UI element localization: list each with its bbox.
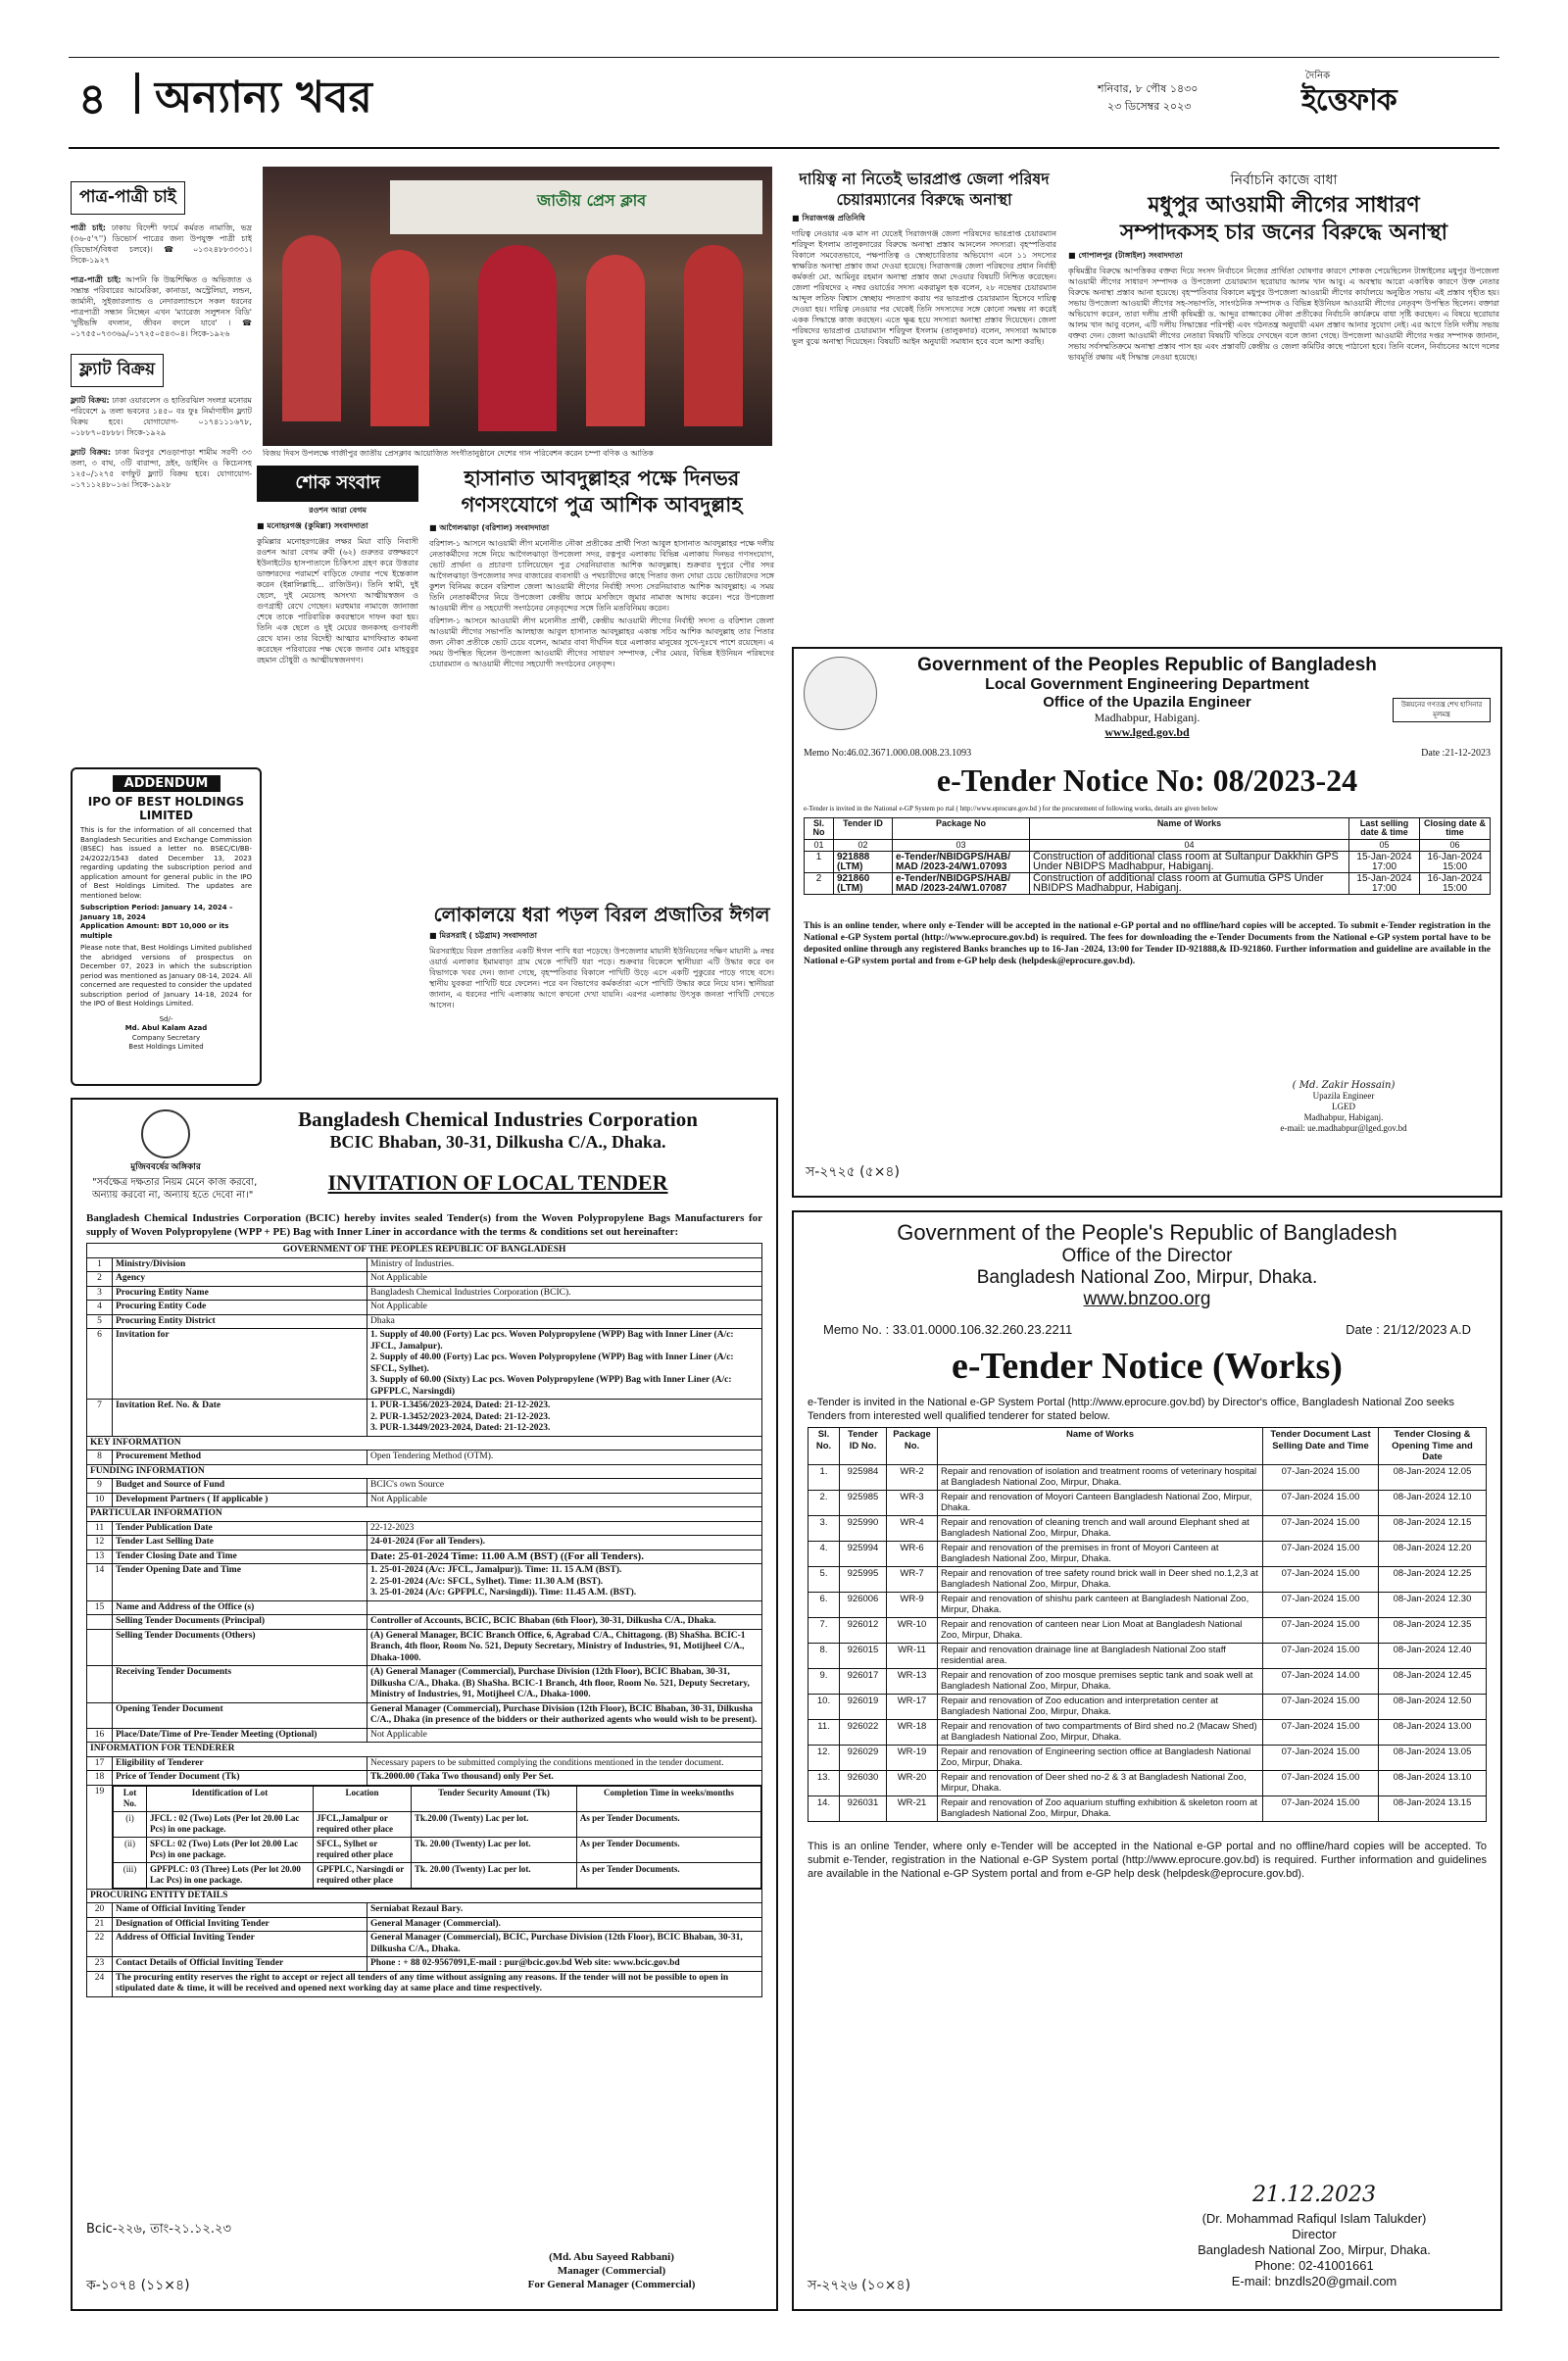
lged-memo-row [804,748,1491,759]
table-row [808,1541,1487,1566]
table-cell: 07-Jan-2024 14.00 [1263,1668,1379,1694]
table-cell: 925994 [840,1541,887,1566]
table-cell: 08-Jan-2024 12.45 [1379,1668,1487,1694]
table-cell: 4. [808,1541,840,1566]
table-row: 5 Procuring Entity District Dhaka [87,1314,762,1329]
table-cell: 07-Jan-2024 15.00 [1263,1770,1379,1795]
header-bottom-rule [69,147,1499,149]
table-cell: 926019 [840,1694,887,1719]
zoo-title: e-Tender Notice (Works) [952,1346,1343,1387]
lged-logo-box [804,657,877,730]
addendum-sd: Sd/- [159,1014,173,1023]
table-cell: WR-9 [887,1592,938,1617]
table-row: 4 Procuring Entity Code Not Applicable [87,1301,762,1315]
table-row [808,1566,1487,1592]
section-particular: PARTICULAR INFORMATION [87,1507,762,1522]
bcic-seal-caption: মুজিববর্ষের অঙ্গিকার [130,1161,201,1171]
addendum-application: Application Amount: BDT 10,000 or its multiple [80,922,229,940]
classified-item: ফ্ল্যাট বিক্রয়: ঢাকা মিরপুর শেওড়াপাড়া শামীম সরণী ৩৩ তলা, ৩ বাথ, ৩টি বারান্দা, দ্রইং, ডাইনিং ও কিচেনসহ ১২৫০/১২৭৫ বর্গফুট ফ্ল্যাট বিক্রয় হবে। যোগাযোগ- ০১৭১১২৪৮০১৬। সিকে-১৯২৮ [71,448,252,489]
table-row [808,1515,1487,1541]
table-row: 3 Procuring Entity Name Bangladesh Chemical Industries Corporation (BCIC). [87,1286,762,1301]
performer-figure [684,245,743,426]
table-cell: 07-Jan-2024 15.00 [1263,1515,1379,1541]
table-cell: Repair and renovation of Engineering section office at Bangladesh National Zoo, Mirpur, Dhaka. [938,1745,1263,1770]
addendum-signer: Md. Abul Kalam Azad [124,1024,208,1032]
addendum-company: Best Holdings Limited [128,1043,204,1051]
asik-article [429,466,774,897]
table-cell: Repair and renovation drainage line at Bangladesh National Zoo staff residential area. [938,1643,1263,1668]
performer-figure [370,250,429,426]
table-cell: 926022 [840,1719,887,1745]
paper-name-logo: ইত্তেফাক [1301,83,1396,118]
performer-figure [586,255,645,426]
bcic-address: BCIC Bhaban, 30-31, Dilkusha C/A., Dhaka. [329,1132,666,1152]
bcic-intro: Bangladesh Chemical Industries Corporation (BCIC) hereby invites sealed Tender(s) from the Woven Polypropylene Bags Manufacturers for supply of Woven Polypropylene (WPP + PE) Bag with Inner Liner in accordance with the terms & conditions set out hereinafter: [86,1212,762,1238]
lged-slogan-box: উন্নয়নের গণতন্ত্র শেখ হাসিনার মূলমন্ত্র [1393,698,1491,722]
table-row: 23 Contact Details of Official Inviting Tender Phone : + 88 02-9567091,E-mail : pur@bcic.gov.bd Web site: www.bcic.gov.bd [87,1957,762,1972]
bcic-ref-code: Bcic-২২৬, তাং-২১.১২.২৩ [86,2222,231,2237]
table-row: 21 Designation of Official Inviting Tender General Manager (Commercial). [87,1917,762,1932]
table-row: (i) JFCL : 02 (Two) Lots (Per lot 20.00 Lac Pcs) in one package. JFCL,Jamalpur or required other place Tk.20.00 (Twenty) Lac per lot. As per Tender Documents. [114,1811,761,1837]
table-row: Selling Tender Documents (Others) (A) General Manager, BCIC Branch Office, 6, Agrabad C/A., Chittagong. (B) ShaSha. BCIC-1 Branch, 4th floor, Room No. 521, Deputy Secretary, Ministry of Industries, 91, Motijheel C/A., Dhaka-1000. [87,1629,762,1666]
lged-tender-ad [792,647,1502,1198]
zoo-office: Office of the Director [1061,1246,1233,1266]
table-cell: 08-Jan-2024 12.30 [1379,1592,1487,1617]
table-cell: 08-Jan-2024 12.40 [1379,1643,1487,1668]
table-cell: 08-Jan-2024 12.15 [1379,1515,1487,1541]
table-cell: 07-Jan-2024 15.00 [1263,1719,1379,1745]
lged-office: Office of the Upazila Engineer [1043,694,1251,711]
table-cell: WR-13 [887,1668,938,1694]
table-cell: 08-Jan-2024 13.05 [1379,1745,1487,1770]
table-cell: 07-Jan-2024 15.00 [1263,1795,1379,1821]
table-cell: 08-Jan-2024 12.50 [1379,1694,1487,1719]
table-cell: 07-Jan-2024 15.00 [1263,1617,1379,1643]
zoo-note: This is an online Tender, where only e-Tender will be accepted in the National e-GP portal and no offline/hard copies will be accepted. To submit e-Tender, registration in the National e-GP System portal (http://www.eprocure.gov.bd) is required. Further information and guidelines are available in the National e-GP System portal and from e-GP help desk (helpdesk@eprocure.gov.bd). [808,1840,1487,1880]
lged-place: Madhabpur, Habiganj. [1094,711,1200,724]
table-header: Sl. No. Tender ID No. Package No. Name of Works Tender Document Last Selling Date and Time Tender Closing & Opening Time and Date [808,1428,1487,1465]
bcic-ad-code: ক-১০৭৪ (১১×৪) [86,2278,190,2293]
eagle-body: মিরসরাইয়ে বিরল প্রজাতির একটি ঈগল পাখি ধরা পড়েছে। উপজেলার মায়ানী ইউনিয়নের দক্ষিণ মায়ানী ৯ নম্বর ওয়ার্ড এলাকার ইমামবাড়া গ্রাম থেকে পাখিটি ধরা পড়ে। শুক্রবার বিকেলে স্থানীয়রা এটি উদ্ধার করে বন বিভাগকে খবর দেন। জানা গেছে, বৃহস্পতিবার বিকালে পাখিটি উড়ে এসে একটি পুকুরের পাড়ে গাছে বসে। স্থানীয় যুবকরা পাখিটি ধরে ফেলেন। পরে বন বিভাগের কর্মকর্তারা এসে পাখিটি উদ্ধার করে নিয়ে যান। স্থানীয়রা জানান, এ ধরনের পাখি এলাকায় আগে কখনো দেখা যায়নি। এরপর এলাকায় উৎসুক জনতা পাখিটি দেখতে আসেন। [429,947,774,1009]
table-cell: 08-Jan-2024 12.20 [1379,1541,1487,1566]
table-cell: 926006 [840,1592,887,1617]
table-row [808,1464,1487,1490]
bcic-table-head: GOVERNMENT OF THE PEOPLES REPUBLIC OF BANGLADESH [87,1244,762,1258]
table-cell: 12. [808,1745,840,1770]
chairman-byline: ■ সিরাজগঞ্জ প্রতিনিধি [792,214,865,222]
table-row [808,1592,1487,1617]
zoo-signature: 21.12.2023 (Dr. Mohammad Rafiqul Islam Talukder) Director Bangladesh National Zoo, Mirpur, Dhaka. Phone: 02-41001661 E-mail: bnzdls20@gmail.com [1167,2188,1461,2289]
classified-item: পাত্র-পাত্রী চাই: আপনি কি উচ্চশিক্ষিত ও অভিজাত ও সম্ভ্রান্ত পরিবারের আমেরিকা, কানাডা, অস্ট্রেলিয়া, লন্ডন, জার্মানী, সুইজারল্যান্ড ও নেদারল্যান্ডসে সকল ধরনের পাত্রপাত্রী সন্ধান নিচ্ছেন এখন 'ম্যারেজ সলুশনস বিডি' 'দুষ্টিভঙ্গি বদলান, জীবন বদলে যাবে' । ☎ ০১৭৫৫০৭৩৩৬৯/০১৭২৫০৫৪৩০৪। সিকে-১৯২৬ [71,275,252,338]
table-row: 20 Name of Official Inviting Tender Serniabat Rezaul Bary. [87,1903,762,1918]
madhupur-body: কৃষিমন্ত্রীর বিরুদ্ধে আপত্তিকর বক্তব্য দিয়ে সংসদ নির্বাচনে নিজের প্রার্থিতা ঘোষণার কারণে শোকজ পেয়েছিলেন টাঙ্গাইলের মধুপুর উপজেলা আওয়ামী লীগের সাধারণ সম্পাদক ও উপজেলা চেয়ারম্যান ছরোয়ার আলম খান আবু। এ অবস্থায় আরো একাধিক কারণে উক্ত নেতার বিরুদ্ধে অনাস্থা প্রস্তাব আনা হয়েছে। বৃহস্পতিবার বিকালে মধুপুর উপজেলা আওয়ামী লীগের কার্যালয়ে অনুষ্ঠিত সভায় এই প্রস্তাব গৃহীত হয়। সভায় উপজেলা আওয়ামী লীগের সহ-সভাপতি, সাংগঠনিক সম্পাদক ও বিভিন্ন ইউনিয়ন আওয়ামী লীগের নেতৃবৃন্দ উপস্থিত ছিলেন। বক্তারা অভিযোগ করেন, তারা দলীয় প্রার্থী কৃষিমন্ত্রী ড. আব্দুর রাজ্জাকের নৌকা প্রতীকের নির্বাচনি কার্যক্রমে বাধা সৃষ্টি করছেন। এ বিষয়ে ছরোয়ার আলম খান আবু বলেন, এটি দলীয় সিদ্ধান্তের পরিপন্থী এবং গঠনতন্ত্র অনুযায়ী এমন প্রস্তাব আনার সুযোগ নেই। এর আগে তিনি দলীয় সভায় বক্তব্য দেন। জেলা আওয়ামী লীগের নেতারা বিষয়টি খতিয়ে দেখছেন বলে জানা গেছে। উপজেলা আওয়ামী লীগের দপ্তর সম্পাদক জানান, সভায় সর্বসম্মতিক্রমে অনাস্থা প্রস্তাব পাস হয় এবং প্রস্তাবটি কেন্দ্রীয় ও জেলা কমিটির কাছে পাঠানো হবে। তিনি বলেন, নির্বাচনের আগে দলের ভাবমূর্তি রক্ষায় এই সিদ্ধান্ত নেওয়া হয়েছে। [1068,267,1499,362]
table-cell: 926029 [840,1745,887,1770]
bcic-title: INVITATION OF LOCAL TENDER [327,1170,668,1195]
masthead-divider [135,73,139,114]
table-cell: WR-11 [887,1643,938,1668]
chairman-headline-2: চেয়ারম্যানের বিরুদ্ধে অনাস্থা [836,190,1012,209]
lged-web: www.lged.gov.bd [1104,725,1190,739]
masthead [69,59,1499,129]
table-row: Opening Tender Document General Manager (Commercial), Purchase Division (12th Floor), BCIC Bhaban, 30-31, Dilkusha C/A., Dhaka (in presence of the bidders or their authorized agents who would wish to be present). [87,1702,762,1728]
table-cell: 925985 [840,1490,887,1515]
addendum-para2: Please note that, Best Holdings Limited published the abridged versions of prospectus on December 07, 2023 in which the subscription period was mentioned as January 08-14, 2024. All concerned are requested to consider the updated subscription period of January 14-18, 2024 for the IPO of Best Holdings Limited. [80,944,253,1008]
table-cell: WR-21 [887,1795,938,1821]
table-cell: WR-20 [887,1770,938,1795]
photo-banner: জাতীয় প্রেস ক্লাব [390,180,762,234]
table-cell: WR-18 [887,1719,938,1745]
table-cell: 08-Jan-2024 12.35 [1379,1617,1487,1643]
lged-date: Date :21-12-2023 [1421,748,1491,759]
classified-item: পাত্রী চাই: ঢাকায় বিদেশী ফার্মে কর্মরত নামাজি, ভদ্র (৩৬-৫'৭'') ডিভোর্স পাত্রের জন্য উপযুক্ত পাত্রী চাই (ডিভোর্স/বিধবা চলবে)। ☎ ০১৩২৪৮৮৩৩৩১। সিকে-১৯২৭ [71,223,252,265]
table-row [808,1490,1487,1515]
bcic-org: Bangladesh Chemical Industries Corporation [298,1107,698,1131]
table-cell: 07-Jan-2024 15.00 [1263,1643,1379,1668]
table-cell: 926031 [840,1795,887,1821]
table-row: 7 Invitation Ref. No. & Date 1. PUR-1.3456/2023-2024, Dated: 21-12-2023. 2. PUR-1.3452/2023-2024, Dated: 21-12-2023. 3. PUR-1.3449/2023-2024, Dated: 21-12-2023. [87,1400,762,1437]
table-cell: 7. [808,1617,840,1643]
table-cell: Repair and renovation of Zoo education and interpretation center at Bangladesh National Zoo, Mirpur, Dhaka. [938,1694,1263,1719]
bcic-signature: (Md. Abu Sayeed Rabbani) Manager (Commercial) For General Manager (Commercial) [527,2251,696,2290]
table-row: (ii) SFCL: 02 (Two) Lots (Per lot 20.00 Lac Pcs) in one package. SFCL, Sylhet or required other place Tk. 20.00 (Twenty) Lac per lot. As per Tender Documents. [114,1837,761,1862]
asik-byline: ■ আগৈলঝাড়া (বরিশাল) সংবাদদাতা [429,523,550,532]
table-row [808,1643,1487,1668]
page-number: ৪ [78,74,107,124]
table-row [808,1770,1487,1795]
table-cell: Repair and renovation of two compartments of Bird shed no.2 (Macaw Shed) at Bangladesh National Zoo, Mirpur, Dhaka. [938,1719,1263,1745]
table-row: 13 Tender Closing Date and Time Date: 25-01-2024 Time: 11.00 A.M (BST) ((For all Tenders). [87,1549,762,1564]
table-cell: WR-10 [887,1617,938,1643]
chairman-headline-1: দায়িত্ব না নিতেই ভারপ্রাপ্ত জেলা পরিষদ [799,170,1050,188]
section-title: অন্যান্য খবর [155,73,372,123]
table-row: 2 921860 (LTM) e-Tender/NBIDGPS/HAB/ MAD /2023-24/W1.07087 Construction of additional class room at Gumutia GPS Under NBIDPS Madhabpur, Habiganj. 15-Jan-2024 17:00 16-Jan-2024 15:00 [805,873,1491,895]
table-row [808,1694,1487,1719]
classified-item: ফ্ল্যাট বিক্রয়: ঢাকা ওয়ারলেস ও হাতিরঝিল সংলগ্ন মনোরম পরিবেশে ৯ তলা ভবনের ১৪৫০ বঃ ফুঃ নির্মাণাধীন ফ্ল্যাট বিক্রয় হবে। যোগাযোগ- ০১৭৪১১১৬৭৮, ০১৮৮৭০৫৮৮৮। সিকে-১৯২৯ [71,396,252,437]
section-key-info: KEY INFORMATION [87,1436,762,1451]
lged-memo: Memo No:46.02.3671.000.08.008.23.1093 [804,748,972,759]
table-cell: 07-Jan-2024 15.00 [1263,1745,1379,1770]
section-procuring: PROCURING ENTITY DETAILS [87,1889,762,1903]
table-row: 1 Ministry/Division Ministry of Industries. [87,1257,762,1272]
table-row: 17 Eligibility of Tenderer Necessary papers to be submitted complying the conditions mentioned in the tender document. [87,1756,762,1771]
classifieds-column [71,181,252,760]
lged-ad-code: স-২৭২৫ (৫×৪) [806,1164,900,1180]
lged-intro: e-Tender is invited in the National e-GP System po rtal ( http://www.eprocure.gov.bd ) for the procurement of following works, details are given below [804,805,1218,812]
concert-photo [263,167,772,446]
table-cell: 8. [808,1643,840,1668]
table-cell: 08-Jan-2024 12.25 [1379,1566,1487,1592]
obituary-name: রওশন আরা বেগম [309,506,367,515]
table-cell: Repair and renovation of zoo mosque premises septic tank and soak well at Bangladesh National Zoo, Mirpur, Dhaka. [938,1668,1263,1694]
table-cell: WR-2 [887,1464,938,1490]
table-cell: 07-Jan-2024 15.00 [1263,1566,1379,1592]
table-cell: Repair and renovation of Moyori Canteen Bangladesh National Zoo, Mirpur, Dhaka. [938,1490,1263,1515]
asik-body-2: বরিশাল-১ আসনে আওয়ামী লীগ মনোনীত প্রার্থী, কেন্দ্রীয় আওয়ামী লীগের নির্বাহী সদস্য ও বরিশাল জেলা আওয়ামী লীগের সভাপতি আলহাজ আবুল হাসানাত আবদুল্লাহর একান্ত সচিব আশিক আবদুল্লাহ তার পিতার জন্য নৌকা প্রতীকে ভোট চেয়ে বলেন, আমার বাবা দীর্ঘদিন ধরে এলাকার মানুষের সুখে-দুঃখে পাশে রয়েছেন। এ সময় উপস্থিত ছিলেন উপজেলা আওয়ামী লীগের সাধারণ সম্পাদক, পৌর মেয়র, বিভিন্ন ইউনিয়ন পরিষদের চেয়ারম্যান ও আওয়ামী লীগের সহযোগী সংগঠনের নেতৃবৃন্দ। [429,616,774,668]
eagle-article [429,902,774,1090]
bcic-seal [141,1109,190,1158]
bcic-tender-ad [71,1098,778,2311]
lged-title: e-Tender Notice No: 08/2023-24 [936,762,1358,798]
table-row: 14 Tender Opening Date and Time 1. 25-01-2024 (A/c: JFCL, Jamalpur)). Time: 11. 15 A.M (BST). 2. 25-01-2024 (A/c: SFCL, Sylhet). Time: 11.30 A.M (BST). 3. 25-01-2024 (A/c: GPFPLC, Narsingdi)). Time: 11.45 A.M. (BST). [87,1564,762,1601]
top-rule [69,57,1499,58]
table-row: Receiving Tender Documents (A) General Manager (Commercial), Purchase Division (12th Floor), BCIC Bhaban, 30-31, Dilkusha C/A., Dhaka. (B) ShaSha. BCIC-1 Branch, 4th floor, Room No. 521, Deputy Secretary, Ministry of Industries, 91, Motijheel C/A., Dhaka-1000. [87,1666,762,1703]
signature-scribble: ( Md. Zakir Hossain) [1292,1080,1396,1091]
table-row: 19 Lot No. Identification of Lot Location Tender Security Amount (Tk) Completion Time in weeks/months (i) JFCL : 02 (Two) Lots (Per lot 20.00 Lac Pcs) in one package. JFCL,Jamalpur or required other place Tk.20.00 (Twenty) Lac per lot. As per Tender Documents. (ii) SFCL: 02 (Two) Lots (Per lot 20.00 Lac Pcs) in one package. SFCL, Sylhet or required other place Tk. 20.00 (Twenty) Lac per lot. As per Tender Documents. (iii) GPFPLC: 03 (Three) Lots (Per lot 20.00 Lac Pcs) in one package. GPFPLC, Narsingdi or required other place Tk. 20.00 (Twenty) Lac per lot. As per Tender Documents. [87,1785,762,1889]
chairman-article [792,169,1056,585]
table-row: 24 The procuring entity reserves the right to accept or reject all tenders of any time without assigning any reasons. If the tender will not be possible to open in stipulated date & time, it will be received and opened next working day at same place and time respectively. [87,1971,762,1996]
madhupur-headline-2: সম্পাদকসহ চার জনের বিরুদ্ধে অনাস্থা [1119,221,1448,245]
obituary-title: শোক সংবাদ [257,466,418,502]
table-cell: Repair and renovation of tree safety round brick wall in Deer shed no.1,2,3 at Bangladesh National Zoo, Mirpur, Dhaka. [938,1566,1263,1592]
table-row: 2 Agency Not Applicable [87,1272,762,1287]
table-cell: 925995 [840,1566,887,1592]
table-cell: 11. [808,1719,840,1745]
section-tenderer: INFORMATION FOR TENDERER [87,1743,762,1757]
table-cell: 13. [808,1770,840,1795]
madhupur-headline-1: মধুপুর আওয়ামী লীগের সাধারণ [1148,193,1420,218]
table-row: 6 Invitation for 1. Supply of 40.00 (Forty) Lac pcs. Woven Polypropylene (WPP) Bag with Inner Liner (A/c: JFCL, Jamalpur). 2. Supply of 40.00 (Forty) Lac pcs. Woven Polypropylene (WPP) Bag with Inner Liner (A/c: SFCL, Sylhet). 3. Supply of 60.00 (Sixty) Lac pcs. Woven Polypropylene (WPP) Bag with Inner Liner (A/c: GPFPLC, Narsingdi) [87,1329,762,1400]
zoo-tender-ad [792,1210,1502,2311]
table-row: Selling Tender Documents (Principal) Controller of Accounts, BCIC, BCIC Bhaban (6th Floor), 30-31, Dilkusha C/A., Dhaka. [87,1615,762,1630]
table-cell: WR-3 [887,1490,938,1515]
table-cell: 07-Jan-2024 15.00 [1263,1464,1379,1490]
table-cell: 08-Jan-2024 13.00 [1379,1719,1487,1745]
table-cell: 2. [808,1490,840,1515]
table-cell: Repair and renovation of the premises in front of Moyori Canteen at Bangladesh National Zoo, Mirpur, Dhaka. [938,1541,1263,1566]
madhupur-kicker: নির্বাচনি কাজে বাধা [1230,172,1338,188]
table-row: 18 Price of Tender Document (Tk) Tk.2000.00 (Taka Two thousand) only Per Set. [87,1771,762,1786]
table-cell: WR-6 [887,1541,938,1566]
lged-table [804,817,1491,896]
photo-caption: বিজয় দিবস উপলক্ষে গাজীপুর জাতীয় প্রেসক্লাব আয়োজিত সংগীতানুষ্ঠানে দেশের গান পরিবেশন করেন চম্পা বণিক ও আতিক [263,449,654,458]
table-cell: 08-Jan-2024 13.15 [1379,1795,1487,1821]
section-funding: FUNDING INFORMATION [87,1464,762,1479]
addendum-para1: This is for the information of all concerned that Bangladesh Securities and Exchange Commission (BSEC) has issued a letter no. BSEC/CI/BB-24/2022/1543 dated December 13, 2023 regarding updating the subscription period and application amount for general public in the IPO of Best Holdings Limited. The updates are mentioned below: [80,826,252,900]
table-cell: Repair and renovation of canteen near Lion Moat at Bangladesh National Zoo, Mirpur, Dhaka. [938,1617,1263,1643]
table-cell: 07-Jan-2024 15.00 [1263,1694,1379,1719]
bcic-table [86,1243,762,1997]
table-cell: WR-7 [887,1566,938,1592]
asik-headline: হাসানাত আবদুল্লাহর পক্ষে দিনভর গণসংযোগে পুত্র আশিক আবদুল্লাহ [461,467,743,516]
table-row [808,1795,1487,1821]
madhupur-byline: ■ গোপালপুর (টাঙ্গাইল) সংবাদদাতা [1068,251,1183,260]
table-cell: 14. [808,1795,840,1821]
zoo-place: Bangladesh National Zoo, Mirpur, Dhaka. [976,1267,1318,1288]
table-row: 10 Development Partners ( If applicable ) Not Applicable [87,1493,762,1507]
table-row: 9 Budget and Source of Fund BCIC's own Source [87,1479,762,1494]
table-row: 11 Tender Publication Date 22-12-2023 [87,1521,762,1536]
obituary [257,466,418,764]
classified-title-flat: ফ্ল্যাট বিক্রয় [71,354,164,387]
zoo-memo: Memo No. : 33.01.0000.106.32.260.23.2211 [823,1322,1073,1337]
zoo-memo-row [808,1322,1487,1337]
lot-table [113,1786,761,1889]
table-row [808,1745,1487,1770]
table-cell: 08-Jan-2024 13.10 [1379,1770,1487,1795]
table-cell: 3. [808,1515,840,1541]
table-cell: 07-Jan-2024 15.00 [1263,1541,1379,1566]
date-line-1: শনিবার, ৮ পৌষ ১৪৩০ [1098,82,1199,95]
obituary-body: কুমিল্লার মনোহরগঞ্জের লক্ষর মিয়া বাড়ি নিবাসী রওশন আরা বেগম রুবী (৬২) গুরুতর রক্তক্ষরণে ইউনাইটেড হাসপাতালে চিকিৎসা গ্রহণ করে উত্তরার ডাক্তারদের পরামর্শে বাড়িতে ফেরার পথে ইন্তেকাল করেন (ইন্নালিল্লাহি... রাজিউন)। তিনি স্বামী, দুই ছেলে, দুই মেয়েসহ অসংখ্য আত্মীয়স্বজন ও গুণগ্রাহী রেখে গেছেন। মরহুমার নামাজে জানাজা শেষে তাকে পারিবারিক কবরস্থানে দাফন করা হয়। তিনি এক ছেলে ও দুই মেয়ের জনকসহ গুণাবলী রেখে যান। তার বিদেহী আত্মার মাগফিরাত কামনা করেছেন পরিবারের পক্ষ থেকে জনাব মোঃ মাহবুবুর রহমান চৌধুরী ও আত্মীয়স্বজনগণ। [257,537,418,664]
addendum-subtitle: IPO OF BEST HOLDINGS LIMITED [87,795,245,822]
zoo-gov: Government of the People's Republic of Bangladesh [897,1220,1397,1245]
table-cell: 10. [808,1694,840,1719]
performer-figure [282,235,341,421]
lged-note: This is an online tender, where only e-Tender will be accepted in the national e-GP portal and no offline/hard copies will be accepted. To submit e-Tender registration in the National e-GP System portal (http://www.eprocure.gov.bd) is required. The fees for downloading the e-Tender Documents from the National e-GP system portal have to be deposited online through any registered Banks branches up to 16-Jan -2024, 13:00 for Tender ID-921888,& ID-921860. Further information and guideline are available in the National e-GP system portal and from e-GP help desk (helpdesk@eprocure.gov.bd). [804,921,1491,966]
table-cell: 08-Jan-2024 12.05 [1379,1464,1487,1490]
lged-signature: ( Md. Zakir Hossain) Upazila Engineer LGED Madhabpur, Habiganj. e-mail: ue.madhabpur@lged.gov.bd [1246,1060,1442,1134]
zoo-ad-code: স-২৭২৬ (১০×৪) [808,2278,911,2293]
zoo-table-body [808,1464,1487,1821]
table-row: 01 02 03 04 05 06 [805,839,1491,852]
table-cell: Repair and renovation of Deer shed no-2 & 3 at Bangladesh National Zoo, Mirpur, Dhaka. [938,1770,1263,1795]
bcic-slogan: "সর্বক্ষেত্র দক্ষতার নিয়ম মেনে কাজ করবো, অন্যায় করবো না, অন্যায় হতে দেবো না।" [92,1177,258,1201]
table-row: 16 Place/Date/Time of Pre-Tender Meeting (Optional) Not Applicable [87,1728,762,1743]
lged-gov: Government of the Peoples Republic of Bangladesh [917,655,1377,675]
table-cell: 926017 [840,1668,887,1694]
eagle-headline: লোকালয়ে ধরা পড়ল বিরল প্রজাতির ঈগল [433,903,770,926]
table-cell: Repair and renovation of isolation and treatment rooms of veterinary hospital at Bangladesh National Zoo, Mirpur, Dhaka. [938,1464,1263,1490]
table-row: 8 Procurement Method Open Tendering Method (OTM). [87,1451,762,1465]
table-cell: 925984 [840,1464,887,1490]
table-cell: 926015 [840,1643,887,1668]
madhupur-article [1068,169,1499,585]
addendum-subscription: Subscription Period: January 14, 2024 – January 18, 2024 [80,904,233,921]
table-cell: Repair and renovation of Zoo aquarium stuffing exhibition & skeleton room at Bangladesh National Zoo, Mirpur, Dhaka. [938,1795,1263,1821]
table-cell: WR-19 [887,1745,938,1770]
table-header: Lot No. Identification of Lot Location Tender Security Amount (Tk) Completion Time in weeks/months [114,1786,761,1811]
table-row: 12 Tender Last Selling Date 24-01-2024 (For all Tenders). [87,1536,762,1550]
table-cell: WR-4 [887,1515,938,1541]
performer-figure [478,245,557,431]
table-row: 1 921888 (LTM) e-Tender/NBIDGPS/HAB/ MAD /2023-24/W1.07093 Construction of additional class room at Sultanpur Dakkhin GPS Under NBIDPS Madhabpur, Habiganj. 15-Jan-2024 17:00 16-Jan-2024 15:00 [805,852,1491,873]
table-cell: Repair and renovation of shishu park canteen at Bangladesh National Zoo, Mirpur, Dhaka. [938,1592,1263,1617]
date-line-2: ২৩ ডিসেম্বর ২০২৩ [1107,100,1192,113]
zoo-date: Date : 21/12/2023 A.D [1346,1322,1471,1337]
table-row [808,1719,1487,1745]
table-cell: 1. [808,1464,840,1490]
table-row [808,1617,1487,1643]
table-cell: 07-Jan-2024 15.00 [1263,1490,1379,1515]
zoo-table [808,1427,1487,1822]
table-cell: 925990 [840,1515,887,1541]
obituary-byline: ■ মনোহরগঞ্জ (কুমিল্লা) সংবাদদাতা [257,521,368,530]
lged-dept: Local Government Engineering Department [985,676,1309,693]
asik-body: বরিশাল-১ আসনে আওয়ামী লীগ মনোনীত নৌকা প্রতীকের প্রার্থী পিতা আবুল হাসানাত আবদুল্লাহর পক্ষে দলীয় নেতাকর্মীদের সঙ্গে নিয়ে আগৈলঝাড়া উপজেলা সদর, রত্নপুর এলাকায় বিভিন্ন এলাকায় দিনভর গণসংযোগ, ভোট প্রার্থনা ও প্রচারণা চালিয়েছেন পুত্র সেরনিয়াবাত আশিক আবদুল্লাহ। শুক্রবার দুপুরে পৌর সদর আগৈলঝাড়া উপজেলার সদর বাজারের ব্যবসায়ী ও পথচারীদের কাছে পিতার জন্য দোয়া চেয়ে ভোটারদের সঙ্গে কুশল বিনিময় করেন বরিশাল জেলা আওয়ামী লীগের নির্বাহী সদস্য সেরনিয়াবাত আশিক আবদুল্লাহ। এ সময় তিনি নেতাকর্মীদের নিয়ে উপজেলা কেন্দ্রীয় জামে মসজিদে জুমার নামাজ আদায় করেন। পরে উপজেলা আওয়ামী লীগ ও সহযোগী সংগঠনের নেতৃবৃন্দের সঙ্গে তিনি মতবিনিময় করেন। [429,539,774,613]
table-cell: 926030 [840,1770,887,1795]
table-header: Sl. No Tender ID Package No Name of Works Last selling date & time Closing date & time [805,817,1491,839]
signature-scribble: 21.12.2023 [1252,2183,1376,2207]
addendum-title: ADDENDUM [113,775,220,792]
table-cell: 07-Jan-2024 15.00 [1263,1592,1379,1617]
table-row: (iii) GPFPLC: 03 (Three) Lots (Per lot 20.00 Lac Pcs) in one package. GPFPLC, Narsingdi or required other place Tk. 20.00 (Twenty) Lac per lot. As per Tender Documents. [114,1862,761,1888]
table-row: 15 Name and Address of the Office (s) [87,1600,762,1615]
chairman-body: দায়িত্ব নেওয়ার এক মাস না যেতেই সিরাজগঞ্জ জেলা পরিষদের ভারপ্রাপ্ত চেয়ারম্যান শরিফুল ইসলাম তালুকদারের বিরুদ্ধে অনাস্থা প্রস্তাব আনলেন সদস্যরা। বৃহস্পতিবার বিকালে সমবেতভাবে, পক্ষপাতিত্ব ও স্বেচ্ছাচারিতার অভিযোগ এনে ১১ সদস্যের স্বাক্ষরিত অনাস্থা প্রস্তাব জমা দেওয়া হয়েছে। সিরাজগঞ্জ জেলা পরিষদের প্রধান নির্বাহী কর্মকর্তা মো. আমিনুর রহমান অনাস্থা প্রস্তাব জমা দেওয়ার বিষয়টি নিশ্চিত করেছেন। জেলা পরিষদের ২ নম্বর ওয়ার্ডের সদস্য একরামুল হক বলেন, ২৮ নভেম্বর চেয়ারম্যান আব্দুল লতিফ বিশ্বাস স্বেচ্ছায় পদত্যাগ করায় পর ভারপ্রাপ্ত চেয়ারম্যান হিসেবে দায়িত্ব দেওয়া হয়। দায়িত্ব নেওয়ার পর থেকেই তিনি সদস্যদের সঙ্গে কোনো সমন্বয় না করেই একক সিদ্ধান্তে কাজ করছেন। এতে ক্ষুব্ধ হয়ে সদস্যরা অনাস্থা প্রস্তাব দিয়েছেন। জেলা পরিষদের ভারপ্রাপ্ত চেয়ারম্যান শরিফুল ইসলাম (তালুকদার) বলেন, সদস্যরা আমাকে ভুল বুঝে অনাস্থা দিয়েছেন। বিষয়টি আইন অনুযায়ী সমাধান হবে বলে আশা করছি। [792,229,1056,346]
table-row: 22 Address of Official Inviting Tender General Manager (Commercial), BCIC, Purchase Division (12th Floor), BCIC Bhaban, 30-31, Dilkusha C/A., Dhaka. [87,1932,762,1957]
addendum-designation: Company Secretary [131,1033,201,1042]
eagle-byline: ■ মিরসরাই ( চট্টগ্রাম) সংবাদদাতা [429,931,537,940]
zoo-intro: e-Tender is invited in the National e-GP System Portal (http://www.eprocure.gov.bd) by Director's office, Bangladesh National Zoo seeks Tenders from interested well qualified tenderer for stated below. [808,1397,1454,1422]
classified-title-matrimony: পাত্র-পাত্রী চাই [71,181,185,215]
table-cell: 9. [808,1668,840,1694]
table-cell: 5. [808,1566,840,1592]
table-row [808,1668,1487,1694]
masthead-small: দৈনিক [1305,71,1331,81]
table-cell: Repair and renovation of cleaning trench and wall around Elephant shed at Bangladesh National Zoo, Mirpur, Dhaka. [938,1515,1263,1541]
zoo-web: www.bnzoo.org [1083,1289,1211,1309]
addendum-ad [71,767,262,1086]
table-cell: 926012 [840,1617,887,1643]
table-cell: WR-17 [887,1694,938,1719]
table-cell: 6. [808,1592,840,1617]
table-cell: 08-Jan-2024 12.10 [1379,1490,1487,1515]
